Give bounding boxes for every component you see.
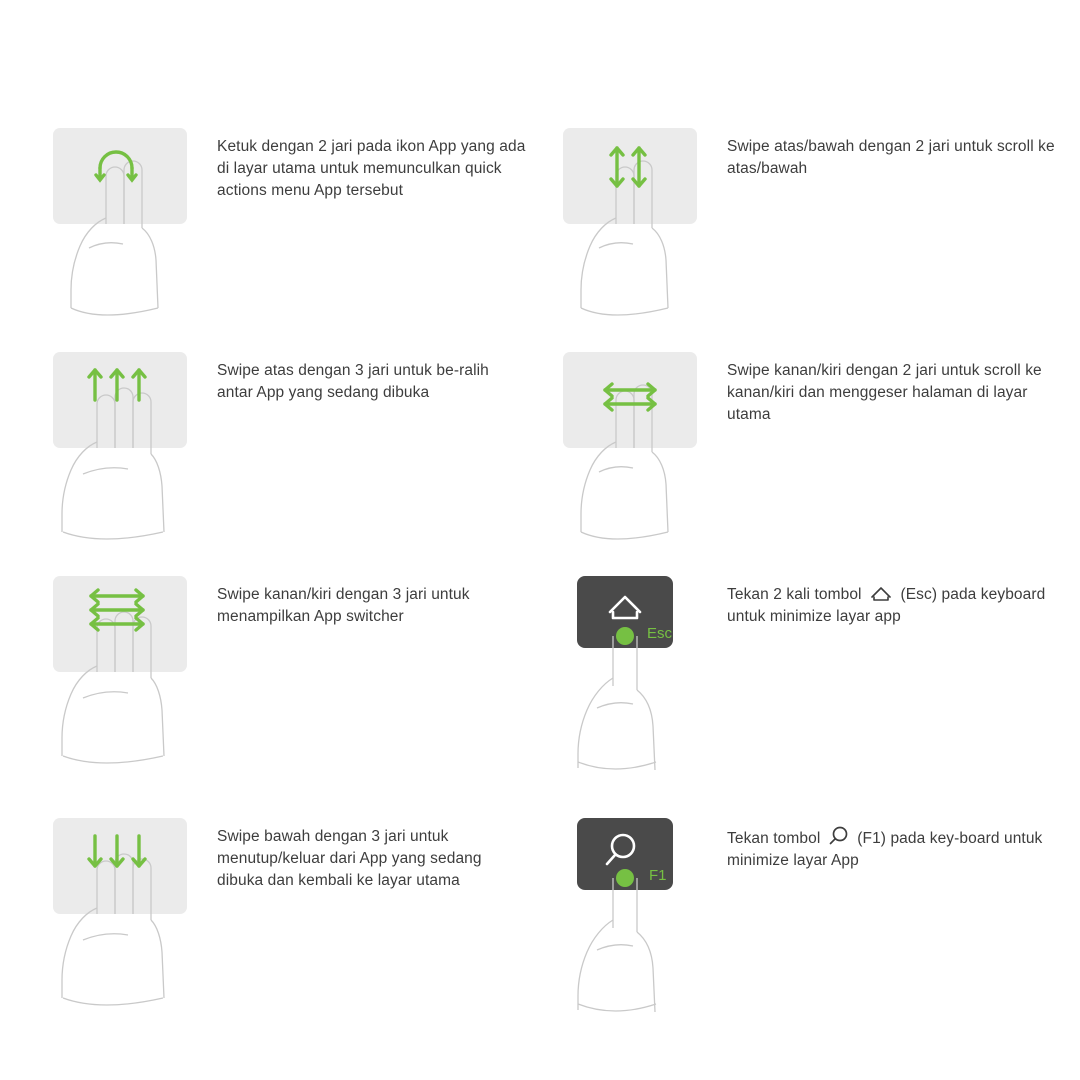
caption-esc-after: (Esc) pada keyboard untuk minimize layar app — [727, 586, 1046, 625]
caption-three-finger-swipe-up: Swipe atas dengan 3 jari untuk be-ralih antar App yang sedang dibuka — [217, 362, 489, 401]
two-finger-horizontal-illustration — [555, 342, 705, 542]
f1-key-label: F1 — [649, 867, 667, 884]
three-finger-horizontal-illustration — [45, 566, 195, 766]
caption-f1-key — [727, 808, 1057, 872]
gesture-card-three-finger-swipe-down — [45, 808, 529, 1008]
home-outline-icon — [868, 584, 894, 604]
caption-f1-after: (F1) pada key-board untuk minimize layar App — [727, 830, 1043, 869]
caption-three-finger-swipe-horizontal: Swipe kanan/kiri dengan 3 jari untuk menampilkan App switcher — [217, 586, 470, 625]
esc-key-label: Esc — [647, 625, 673, 642]
caption-three-finger-swipe-down: Swipe bawah dengan 3 jari untuk menutup/keluar dari App yang sedang dibuka dan kembali ke layar utama — [217, 828, 482, 889]
three-finger-left-right-arrows-icon — [91, 590, 143, 630]
esc-key-illustration — [555, 566, 705, 776]
f1-key-illustration — [555, 808, 705, 1018]
caption-two-finger-swipe-vertical: Swipe atas/bawah dengan 2 jari untuk scroll ke atas/bawah — [727, 138, 1055, 177]
three-finger-down-illustration — [45, 808, 195, 1008]
three-finger-up-illustration — [45, 342, 195, 542]
gesture-card-two-finger-swipe-horizontal — [555, 342, 1057, 542]
two-finger-tap-illustration — [45, 118, 195, 318]
caption-esc-before: Tekan 2 kali tombol — [727, 586, 862, 603]
caption-f1-before: Tekan tombol — [727, 830, 821, 847]
magnifier-icon — [827, 826, 851, 848]
gesture-card-two-finger-tap — [45, 118, 529, 318]
caption-two-finger-tap: Ketuk dengan 2 jari pada ikon App yang ada di layar utama untuk memunculkan quick actions menu App tersebut — [217, 138, 526, 199]
caption-two-finger-swipe-horizontal: Swipe kanan/kiri dengan 2 jari untuk scroll ke kanan/kiri dan menggeser halaman di layar utama — [727, 362, 1042, 423]
gesture-card-f1-key — [555, 808, 1057, 1018]
gesture-card-three-finger-swipe-horizontal — [45, 566, 529, 766]
gesture-card-two-finger-swipe-vertical — [555, 118, 1057, 318]
gesture-card-three-finger-swipe-up — [45, 342, 529, 542]
two-finger-vertical-illustration — [555, 118, 705, 318]
gesture-card-esc-key — [555, 566, 1057, 776]
caption-esc-key — [727, 566, 1057, 628]
